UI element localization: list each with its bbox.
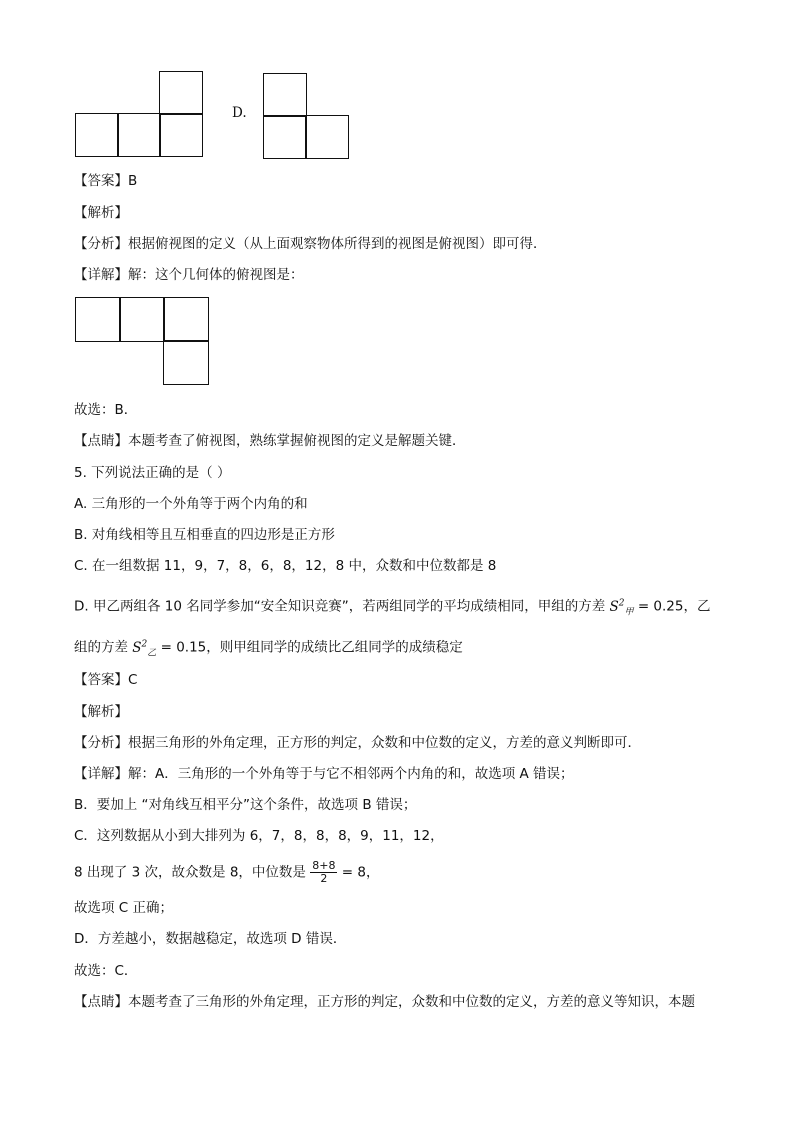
- q5-stem: 5. 下列说法正确的是（ ）: [74, 465, 231, 481]
- q5-option-d-text-end: ，则甲组同学的成绩比乙组同学的成绩稳定: [206, 639, 463, 656]
- figure-square: [75, 113, 119, 157]
- q5-option-a: A. 三角形的一个外角等于两个内角的和: [74, 496, 308, 512]
- median-fraction: $\frac{8+8}{2}$: [312, 859, 336, 885]
- q5-detail-c2-text: 8 出现了 3 次，故众数是 8，中位数是: [74, 864, 306, 881]
- figure-square: [305, 115, 349, 159]
- q5-detail-c: C．这列数据从小到大排列为 6，7，8，8，8，9，11，12，: [74, 828, 444, 844]
- q5-analysis: 【分析】根据三角形的外角定理，正方形的判定，众数和中位数的定义，方差的意义判断即可．: [74, 735, 641, 751]
- q5-choose: 故选：C．: [74, 963, 138, 979]
- q5-option-d-text-end: ，乙: [683, 598, 711, 615]
- figure-option-d: [263, 72, 349, 160]
- q5-option-b: B. 对角线相等且互相垂直的四边形是正方形: [74, 527, 335, 543]
- figure-option-c: [74, 70, 204, 158]
- q5-option-d-line2: [74, 635, 463, 662]
- variance-value: = 0.25: [637, 598, 684, 615]
- q4-analysis-header: 【解析】: [74, 205, 128, 221]
- option-d-label: D.: [232, 105, 247, 121]
- q5-option-d-text: 组的方差: [74, 639, 128, 656]
- q5-detail-a: 【详解】解：A．三角形的一个外角等于与它不相邻两个内角的和，故选项 A 错误；: [74, 766, 574, 782]
- q5-detail-c2: [74, 860, 379, 885]
- variance-symbol: $S^2_甲$: [609, 598, 634, 618]
- figure-square: [263, 115, 307, 159]
- q5-answer: 【答案】C: [74, 672, 138, 688]
- q4-choose: 故选：B．: [74, 402, 138, 418]
- figure-square: [163, 297, 209, 342]
- variance-value: = 0.15: [160, 639, 207, 656]
- q4-comment: 【点睛】本题考查了俯视图，熟练掌握俯视图的定义是解题关键．: [74, 433, 466, 449]
- q4-detail: 【详解】解：这个几何体的俯视图是：: [74, 267, 304, 283]
- figure-square: [163, 340, 209, 385]
- figure-top-view: [74, 296, 212, 386]
- q4-answer: 【答案】B: [74, 173, 138, 189]
- q5-detail-c2-result: = 8，: [341, 864, 380, 881]
- q5-analysis-header: 【解析】: [74, 704, 128, 720]
- variance-symbol: $S^2_乙$: [132, 639, 157, 659]
- figure-square: [159, 71, 203, 115]
- q5-comment: 【点睛】本题考查了三角形的外角定理，正方形的判定，众数和中位数的定义，方差的意义等知识，本题: [74, 994, 695, 1010]
- figure-square: [75, 297, 121, 342]
- q5-detail-c3: 故选项 C 正确；: [74, 900, 174, 916]
- figure-square: [159, 113, 203, 157]
- q5-option-d-text: D. 甲乙两组各 10 名同学参加“安全知识竞赛”，若两组同学的平均成绩相同，甲组的方差: [74, 598, 606, 615]
- figure-square: [119, 297, 165, 342]
- q5-detail-d: D．方差越小，数据越稳定，故选项 D 错误．: [74, 931, 347, 947]
- q4-analysis: 【分析】根据俯视图的定义（从上面观察物体所得到的视图是俯视图）即可得．: [74, 236, 547, 252]
- q5-detail-b: B．要加上 “对角线互相平分”这个条件，故选项 B 错误；: [74, 797, 417, 813]
- figure-square: [117, 113, 161, 157]
- figure-square: [263, 73, 307, 117]
- q5-option-d-line1: [74, 594, 711, 621]
- q5-option-c: C. 在一组数据 11，9，7，8，6，8，12，8 中，众数和中位数都是 8: [74, 558, 497, 574]
